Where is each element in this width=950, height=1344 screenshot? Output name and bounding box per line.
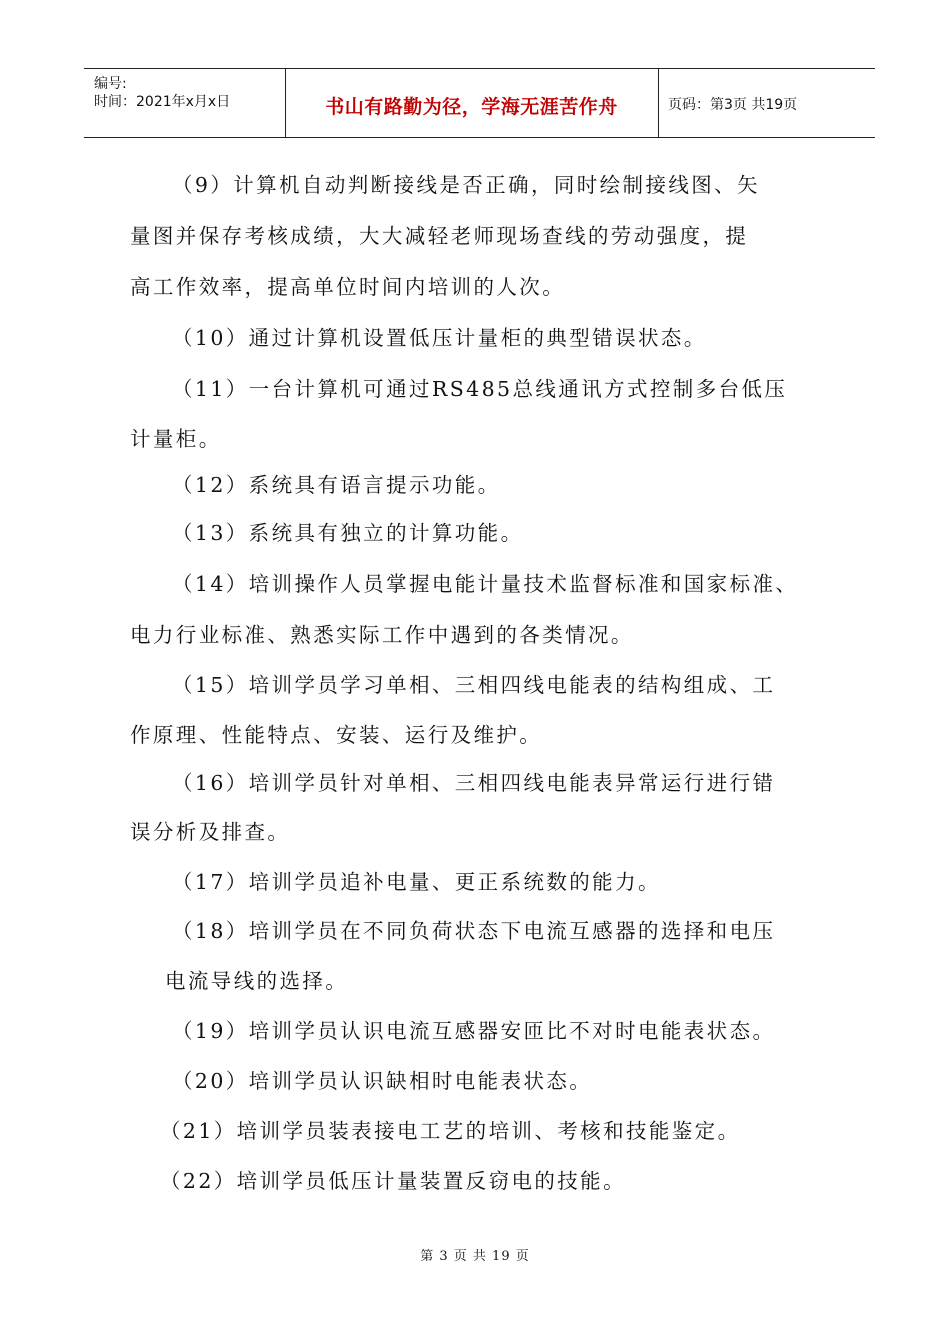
doc-time-label: 时间：2021年x月x日	[94, 94, 231, 110]
body-line: （14）培训操作人员掌握电能计量技术监督标准和国家标准、	[172, 572, 799, 596]
body-line: 电流导线的选择。	[165, 969, 349, 993]
body-line: （22）培训学员低压计量装置反窃电的技能。	[160, 1169, 626, 1193]
body-line: 量图并保存考核成绩，大大减轻老师现场查线的劳动强度，提	[130, 224, 749, 248]
body-line: （17）培训学员追补电量、更正系统数的能力。	[172, 870, 661, 894]
page-footer: 第 3 页 共 19 页	[420, 1249, 530, 1264]
body-line: （20）培训学员认识缺相时电能表状态。	[172, 1069, 593, 1093]
body-line: （11）一台计算机可通过RS485总线通讯方式控制多台低压	[172, 377, 788, 401]
body-line: （13）系统具有独立的计算功能。	[172, 521, 524, 545]
body-line: （9）计算机自动判断接线是否正确，同时绘制接线图、矢	[172, 173, 760, 197]
body-line: 高工作效率，提高单位时间内培训的人次。	[130, 275, 566, 299]
body-line: 电力行业标准、熟悉实际工作中遇到的各类情况。	[130, 623, 634, 647]
body-line: （12）系统具有语言提示功能。	[172, 473, 501, 497]
body-line: （21）培训学员装表接电工艺的培训、考核和技能鉴定。	[160, 1119, 741, 1143]
body-line: （16）培训学员针对单相、三相四线电能表异常运行进行错	[172, 771, 776, 795]
body-line: 计量柜。	[130, 427, 222, 451]
body-line: （15）培训学员学习单相、三相四线电能表的结构组成、工	[172, 673, 776, 697]
body-line: （18）培训学员在不同负荷状态下电流互感器的选择和电压	[172, 919, 776, 943]
body-line: 误分析及排查。	[130, 820, 291, 844]
header-motto-cell	[285, 69, 659, 137]
page-header	[84, 68, 875, 138]
header-page-cell	[658, 69, 875, 137]
body-line: （19）培训学员认识电流互感器安匝比不对时电能表状态。	[172, 1019, 776, 1043]
body-line: 作原理、性能特点、安装、运行及维护。	[130, 723, 543, 747]
doc-number-label: 编号:	[94, 76, 127, 92]
header-motto: 书山有路勤为径，学海无涯苦作舟	[325, 96, 618, 118]
header-info-cell	[84, 69, 286, 137]
body-line: （10）通过计算机设置低压计量柜的典型错误状态。	[172, 326, 707, 350]
header-page-number: 页码：第3页 共19页	[668, 97, 798, 113]
